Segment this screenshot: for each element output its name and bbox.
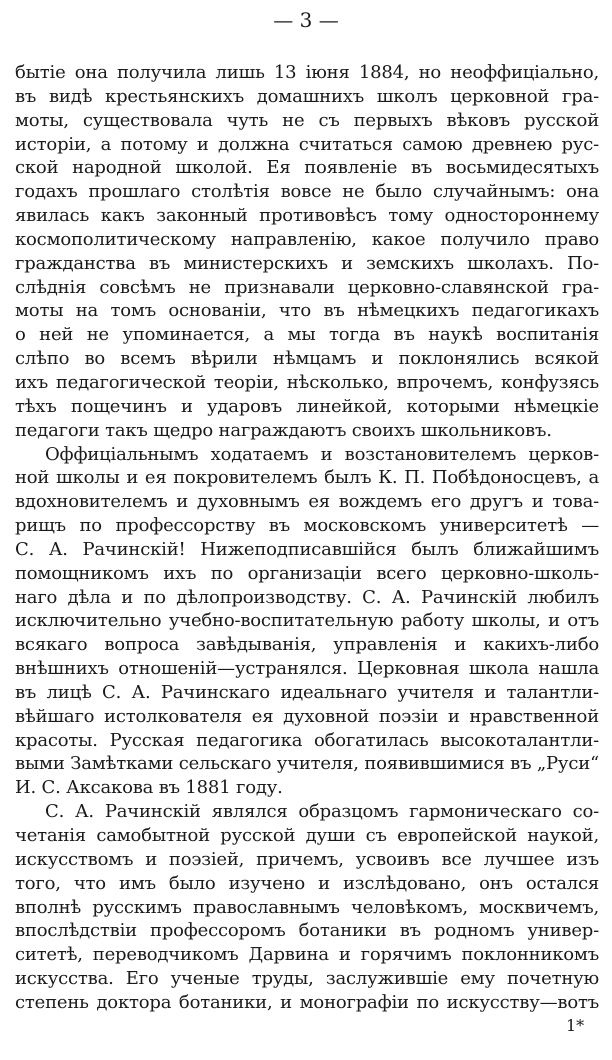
text-line: вдохновителемъ и духовнымъ ея вождемъ его другъ и това- [15, 491, 599, 513]
text-line: вѣйшаго истолкователя ея духовной поэзіи и нравственной [15, 705, 599, 727]
text-line: явилась какъ законный противовѣсъ тому одностороннему [15, 205, 599, 227]
text-line: рищъ по профессорству въ московскомъ университетѣ — [15, 515, 599, 537]
text-line: въ видѣ крестьянскихъ домашнихъ школъ церковной гра- [15, 85, 599, 107]
text-line: бытіе она получила лишь 13 іюня 1884, но неоффиціально, [15, 62, 599, 83]
text-line: выми Замѣтками сельскаго учителя, появившимися въ „Руси“ [15, 753, 599, 775]
text-line: слѣднія совсѣмъ не признавали церковно-славянской гра- [15, 276, 599, 298]
text-line: помощникомъ ихъ по организаціи всего церковно-школь- [15, 562, 599, 584]
text-line: ской народной школой. Ея появленіе въ восьмидесятыхъ [15, 157, 599, 179]
text-line: впослѣдствіи профессоромъ ботаники въ родномъ универ- [15, 920, 599, 942]
text-line: моты на томъ основаніи, что въ нѣмецкихъ педагогикахъ [15, 300, 599, 322]
text-line: моты, существовала чуть не съ первыхъ вѣковъ русской [15, 109, 599, 131]
text-line: слѣпо во всемъ вѣрили нѣмцамъ и поклонялись всякой [15, 348, 599, 370]
text-line: С. А. Рачинскій являлся образцомъ гармоническаго со- [45, 801, 599, 823]
text-line: ной школы и ея покровителемъ былъ К. П. Побѣдоносцевъ, а [15, 467, 599, 489]
text-line: гражданства въ министерскихъ и земскихъ школахъ. По- [15, 252, 599, 274]
text-line: внѣшнихъ отношеній—устранялся. Церковная школа нашла [15, 658, 599, 680]
signature-mark: 1* [566, 1016, 585, 1035]
text-line: четанія самобытной русской души съ европейской наукой, [15, 825, 599, 846]
text-line: Оффиціальнымъ ходатаемъ и возстановителемъ церков- [45, 443, 599, 465]
text-line: красоты. Русская педагогика обогатилась высокоталантли- [15, 729, 599, 751]
text-line: С. А. Рачинскій! Нижеподписавшійся былъ ближайшимъ [15, 538, 599, 560]
page-body [15, 61, 599, 1015]
text-line: космополитическому направленію, какое получило право [15, 228, 599, 250]
text-line: годахъ прошлаго столѣтія вовсе не было случайнымъ: она [15, 181, 599, 203]
paragraph [15, 800, 599, 1015]
paragraph [15, 443, 599, 801]
paragraph [15, 61, 599, 443]
text-line: И. С. Аксакова въ 1881 году. [15, 777, 283, 799]
text-line: о ней не упоминается, а мы тогда въ наукѣ воспитанія [15, 324, 599, 346]
text-line: искусствомъ и поэзіей, причемъ, усвоивъ все лучшее изъ [15, 848, 599, 870]
text-line: въ лицѣ С. А. Рачинскаго идеальнаго учителя и талантли- [15, 681, 599, 703]
text-line: степень доктора ботаники, и монографіи по искусству—вотъ [15, 991, 599, 1013]
text-line: педагоги такъ щедро награждаютъ своихъ школьниковъ. [15, 419, 552, 441]
text-line: ихъ педагогической теоріи, нѣсколько, впрочемъ, конфузясь [15, 371, 599, 393]
text-line: исторіи, а потому и должна считаться самою древнею рус- [15, 133, 599, 155]
page-number: — 3 — [273, 8, 339, 32]
text-line: тѣхъ пощечинъ и ударовъ линейкой, которыми нѣмецкіе [15, 395, 599, 417]
text-line: вполнѣ русскимъ православнымъ человѣкомъ, москвичемъ, [15, 896, 599, 918]
text-line: искусства. Его ученые труды, заслужившіе ему почетную [15, 968, 599, 990]
text-line: ситетѣ, переводчикомъ Дарвина и горячимъ поклонникомъ [15, 944, 599, 966]
text-line: всякаго вопроса завѣдыванія, управленія и какихъ-либо [15, 634, 599, 656]
text-line: исключительно учебно-воспитательную работу школы, и отъ [15, 610, 599, 632]
text-line: того, что имъ было изучено и изслѣдовано, онъ остался [15, 872, 599, 894]
text-line: наго дѣла и по дѣлопроизводству. С. А. Рачинскій любилъ [15, 586, 599, 608]
